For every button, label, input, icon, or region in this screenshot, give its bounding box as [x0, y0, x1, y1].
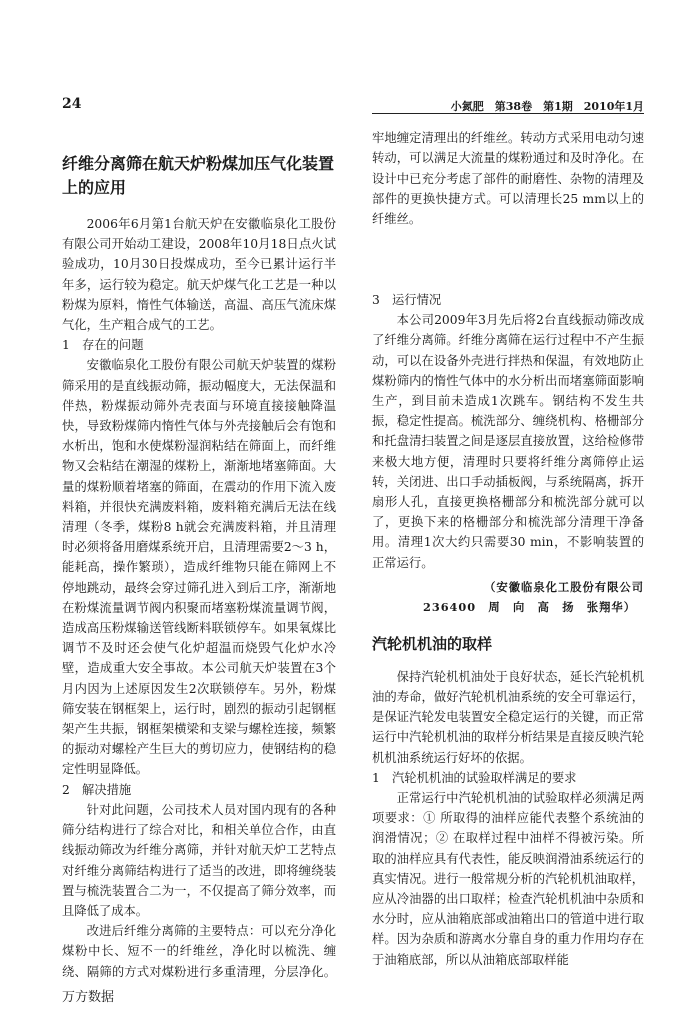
- section-number: 2: [62, 782, 70, 797]
- paragraph-continuation: [372, 128, 644, 290]
- affiliation: （安徽临泉化工股份有限公司: [484, 579, 644, 594]
- section-heading: [372, 290, 644, 310]
- header-rule: [372, 113, 644, 114]
- article-title: 汽轮机机油的取样: [372, 634, 493, 653]
- paragraph: 2006年6月第1台航天炉在安徽临泉化工股份有限公司开始动工建设，2008年10月18日点火试验成功，10月30日投煤成功，至今已累计运行半年多，运行较为稳定。航天炉煤气化工艺是一种以粉煤为原料，惰性气体输送，高温、高压气流床煤气化，生产粗合成气的工艺。: [62, 217, 336, 333]
- right-column: [372, 128, 644, 970]
- paragraph: 保持汽轮机机油处于良好状态，延长汽轮机机油的寿命，做好汽轮机机油系统的安全可靠运行，是保证汽轮发电装置安全稳定运行的关键，而正常运行中汽轮机机油的取样分析结果是直接反映汽轮机机油系统运行好坏的依据。: [372, 669, 644, 765]
- running-head: 小氮肥 第38卷 第1期 2010年1月: [450, 100, 644, 113]
- watermark: 万方数据: [62, 990, 115, 1005]
- authors: 236400 周 向 高 扬 张翔华）: [422, 599, 636, 614]
- article-title: 纤维分离筛在航天炉粉煤加压气化装置上的应用: [62, 154, 335, 197]
- section-title: 汽轮机机油的试验取样满足的要求: [392, 770, 577, 785]
- section-heading: [62, 780, 336, 800]
- page-number: 24: [62, 96, 82, 112]
- paragraph: 正常运行中汽轮机机油的试验取样必须满足两项要求：① 所取得的油样应能代表整个系统油的润滑情况；② 在取样过程中油样不得被污染。所取的油样应具有代表性，能反映润滑油系统运行的真实情况。进行一般常规分析的汽轮机机油取样，应从冷油器的出口取样；检查汽轮机机油中杂质和水分时，应从油箱底部或油箱出口的管道中进行取样。因为杂质和游离水分靠自身的重力作用均存在于油箱底部，所以从油箱底部取样能: [372, 791, 644, 967]
- section-number: 3: [372, 293, 380, 307]
- section-number: 1: [372, 770, 380, 785]
- paragraph-continued: 改进后纤维分离筛的主要特点：可以充分净化煤粉中长、短不一的纤维丝，净化时以梳洗、缠绕、隔筛的方式对煤粉进行多重清理，分层净化。: [62, 924, 336, 979]
- left-column: [62, 128, 336, 981]
- continued-text: 牢地缠定清理出的纤维丝。转动方式采用电动匀速转动，可以满足大流量的煤粉通过和及时净化。在设计中已充分考虑了部件的耐磨性、杂物的清理及部件的更换快捷方式。可以清理长25 mm以上的纤维丝。: [372, 131, 644, 227]
- section-heading: [372, 768, 644, 788]
- paragraph: 安徽临泉化工股份有限公司航天炉装置的煤粉筛采用的是直线振动筛，振动幅度大，无法保温和伴热，粉煤振动筛外壳表面与环境直接接触降温快，导致粉煤筛内惰性气体与外壳接触后会有饱和水析出，饱和水使煤粉湿润粘结在筛面上，而纤维物又会粘结在潮湿的煤粉上，渐渐地堵塞筛面。大量的煤粉顺着堵塞的筛面，在震动的作用下流入废料箱，并很快充满废料箱，废料箱充满后无法在线清理（冬季，煤粉8 h就会充满废料箱，并且清理时必须将备用磨煤系统开启，且清理需要2～3 h，能耗高，操作繁琐），造成纤维物只能在筛网上不停地跳动，最终会穿过筛孔进入到后工序，渐渐地在粉煤流量调节阀内积聚而堵塞粉煤流量调节阀，造成高压粉煤输送管线断料联锁停车。如果氧煤比调节不及时还会使气化炉超温而烧毁气化炉水冷壁，造成重大安全事故。本公司航天炉装置在3个月内因为上述原因发生2次联锁停车。另外，粉煤筛安装在钢框架上，运行时，剧烈的振动引起钢框架产生共振，钢框架横梁和支梁与螺栓连接，频繁的振动对螺栓产生巨大的剪切应力，使钢结构的稳定性明显降低。: [62, 358, 336, 777]
- section-title: 运行情况: [392, 293, 442, 307]
- section-heading: [62, 335, 336, 355]
- section-title: 解决措施: [82, 782, 132, 797]
- section-title: 存在的问题: [82, 338, 144, 353]
- paragraph: 本公司2009年3月先后将2台直线振动筛改成了纤维分离筛。纤维分离筛在运行过程中不产生振动，可以在设备外壳进行拌热和保温，有效地防止煤粉筛内的惰性气体中的水分析出而堵塞筛面影响生产，到目前未造成1次跳车。钢结构不发生共振，稳定性提高。梳洗部分、缠绕机构、格栅部分和托盘清扫装置之间是逐层直接放置，这给检修带来极大地方便，清理时只要将纤维分离筛停止运转，关闭进、出口手动插板阀，与系统隔离，拆开扇形人孔，直接更换格栅部分和梳洗部分就可以了，更换下来的格栅部分和梳洗部分清理干净备用。清理1次大约只需要30 min，不影响装置的正常运行。: [372, 313, 644, 570]
- section-number: 1: [62, 338, 70, 353]
- paragraph: 针对此问题，公司技术人员对国内现有的各种筛分结构进行了综合对比，和相关单位合作，由直线振动筛改为纤维分离筛，并针对航天炉工艺特点对纤维分离筛结构进行了适当的改进，即将缠绕装置与梳洗装置合二为一，不仅提高了筛分效率，而且降低了成本。: [62, 802, 336, 918]
